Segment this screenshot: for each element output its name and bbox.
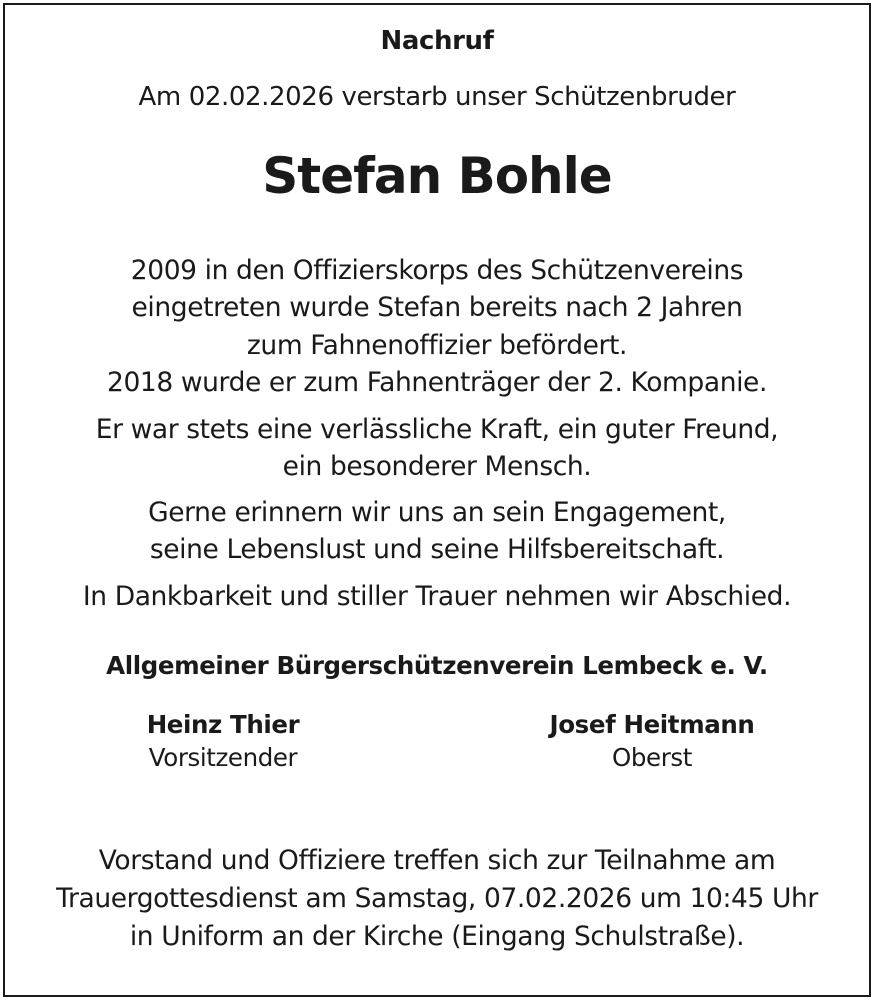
deceased-name: Stefan Bohle — [262, 147, 612, 205]
body-line: eingetreten wurde Stefan bereits nach 2 Jahren — [131, 292, 743, 323]
body-line: 2018 wurde er zum Fahnenträger der 2. Kompanie. — [107, 367, 767, 398]
footer-line: Vorstand und Offiziere treffen sich zur Teilnahme am — [98, 845, 776, 876]
body-line: seine Lebenslust und seine Hilfsbereitschaft. — [149, 534, 725, 565]
body-line: Gerne erinnern wir uns an sein Engagement, — [148, 497, 726, 528]
signatory-role: Oberst — [612, 743, 692, 772]
signatory-name: Heinz Thier — [146, 710, 300, 739]
signatory-role: Vorsitzender — [148, 743, 298, 772]
footer-line: Trauergottesdienst am Samstag, 07.02.2026 um 10:45 Uhr — [56, 883, 818, 914]
body-line: In Dankbarkeit und stiller Trauer nehmen wir Abschied. — [82, 581, 792, 612]
body-line: zum Fahnenoffizier befördert. — [246, 330, 628, 361]
body-line: 2009 in den Offizierskorps des Schützenvereins — [130, 255, 744, 286]
notice-heading: Nachruf — [380, 26, 494, 56]
footer-line: in Uniform an der Kirche (Eingang Schulstraße). — [129, 921, 745, 952]
body-line: Er war stets eine verlässliche Kraft, ein guter Freund, — [95, 414, 779, 445]
intro-text: Am 02.02.2026 verstarb unser Schützenbruder — [138, 82, 736, 112]
body-line: ein besonderer Mensch. — [282, 451, 592, 482]
signatory-name: Josef Heitmann — [549, 710, 755, 739]
organization-name: Allgemeiner Bürgerschützenverein Lembeck e. V. — [106, 651, 768, 680]
